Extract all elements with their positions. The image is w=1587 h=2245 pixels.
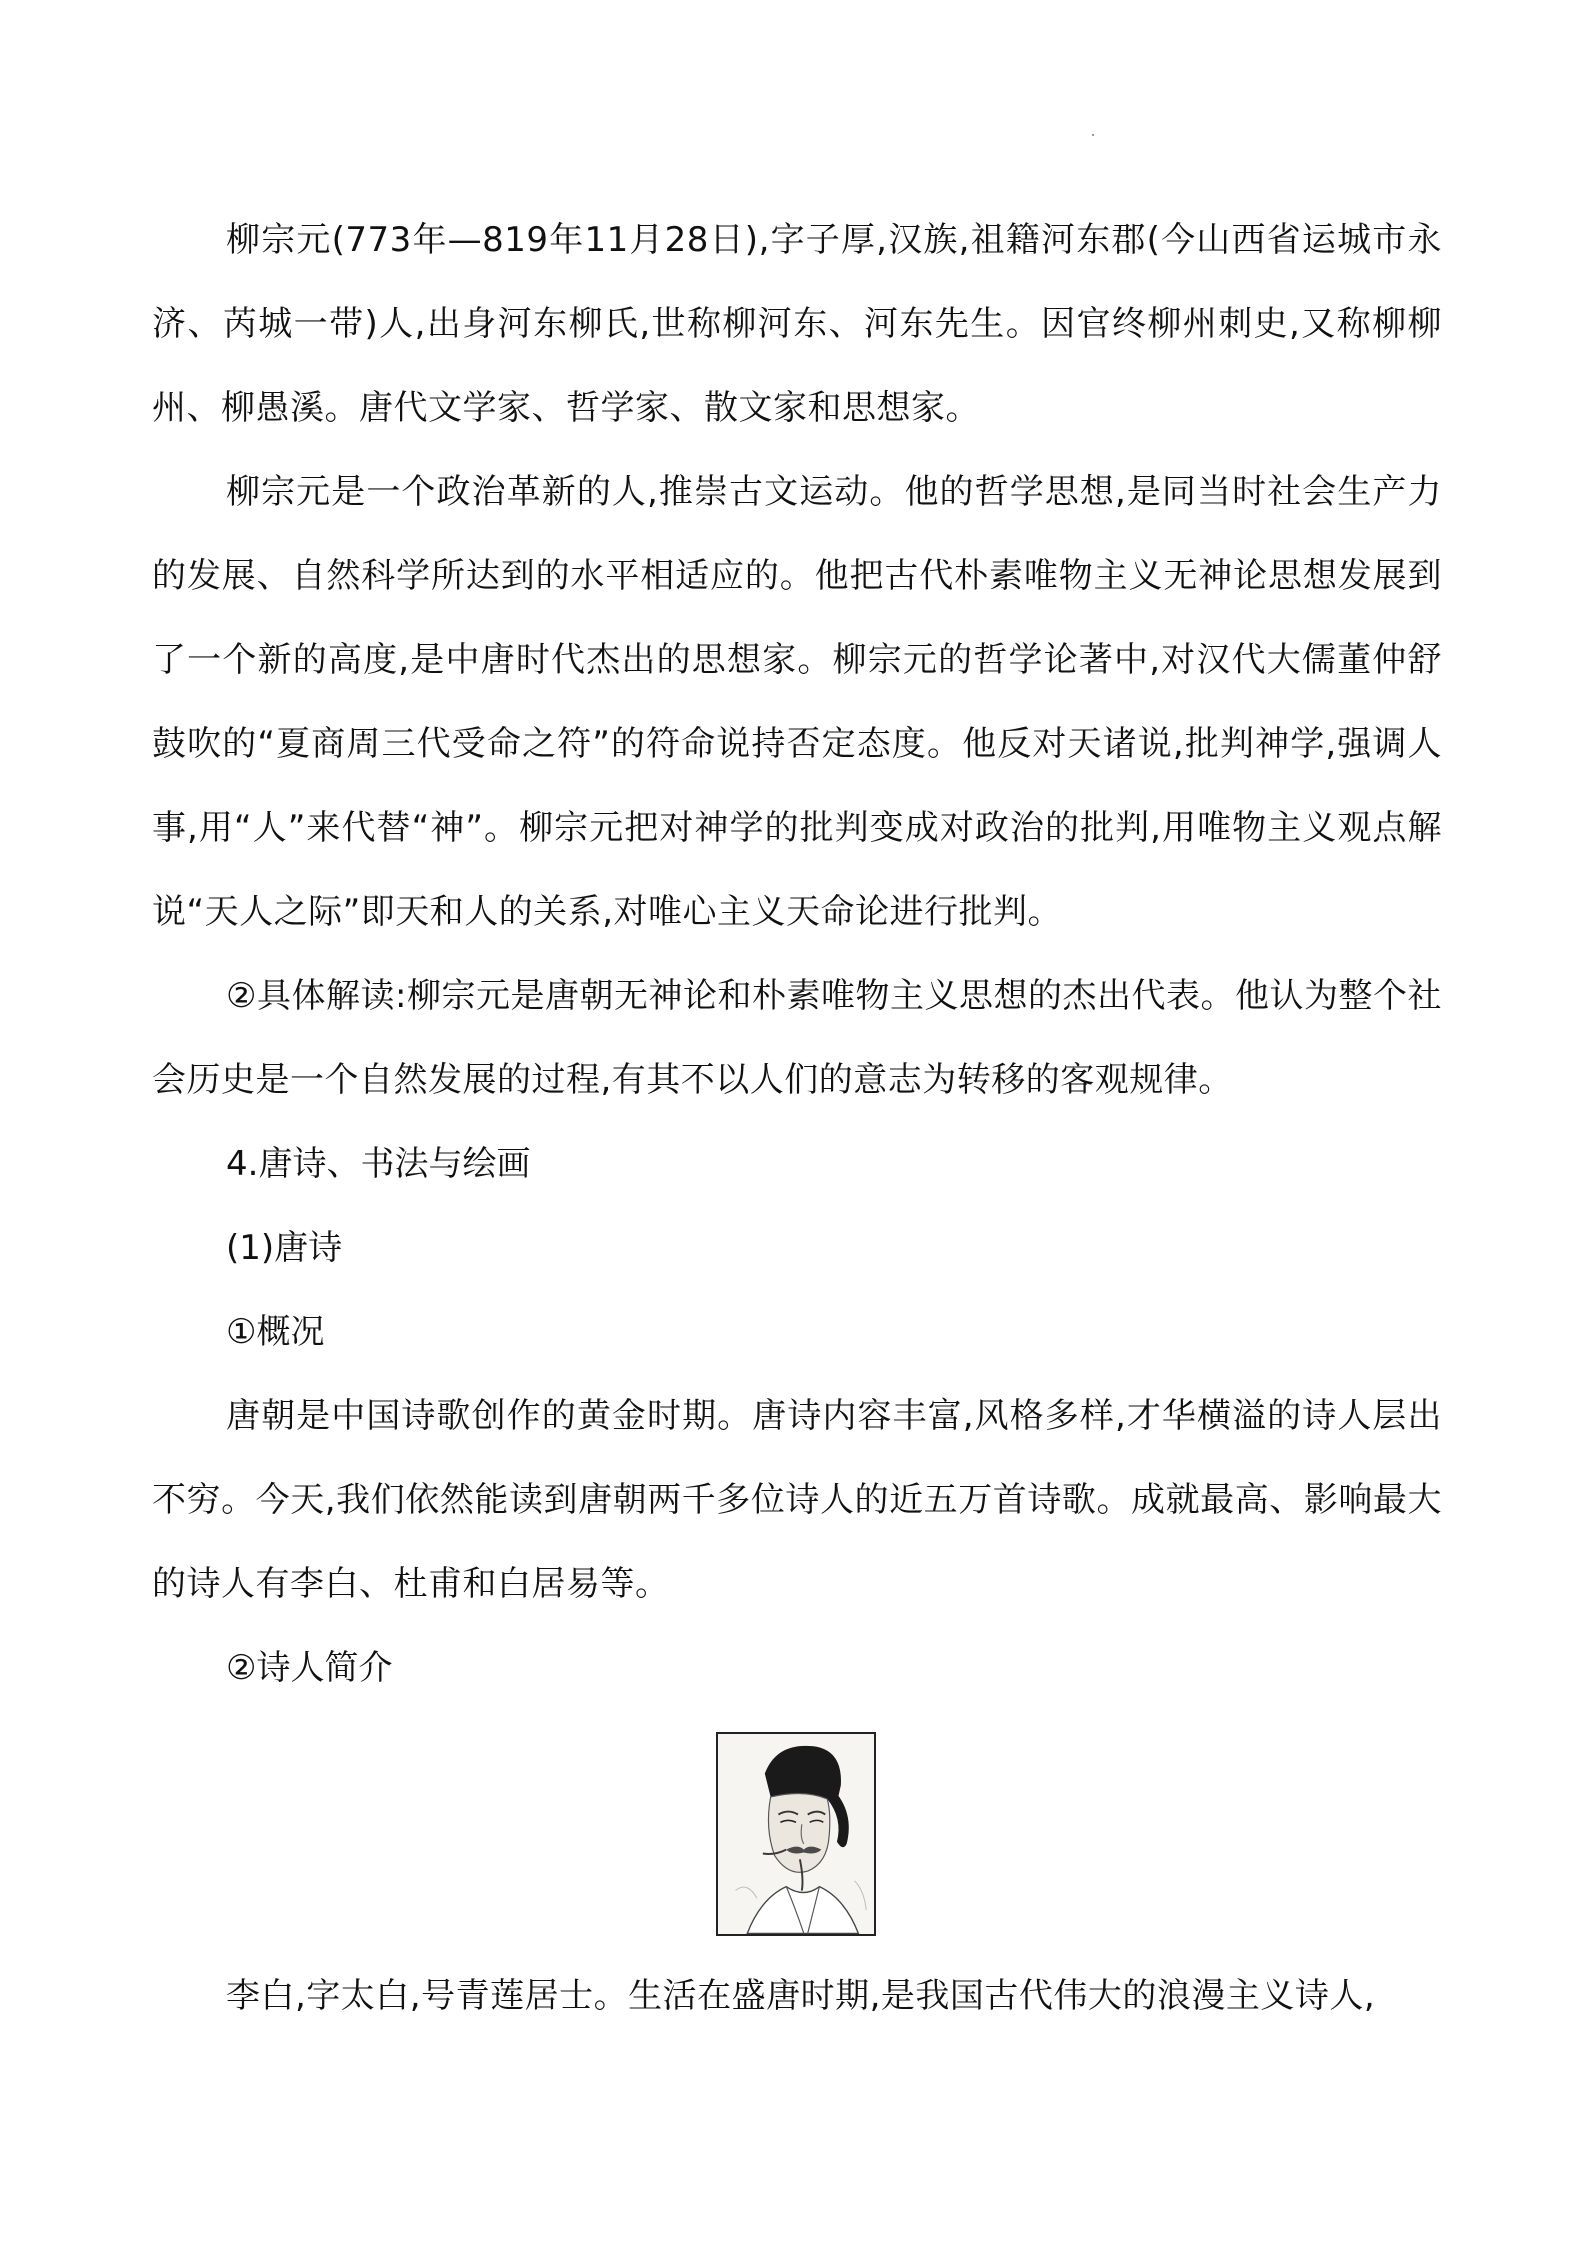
portrait-container <box>150 1710 1442 1954</box>
section-heading: 4.唐诗、书法与绘画 <box>226 1144 531 1184</box>
li-bai-portrait-icon <box>718 1734 874 1934</box>
scan-speck <box>1092 134 1094 136</box>
paragraph-tang-poetry-overview: 唐朝是中国诗歌创作的黄金时期。唐诗内容丰富,风格多样,才华横溢的诗人层出不穷。今天,我们依然能读到唐朝两千多位诗人的近五万首诗歌。成就最高、影响最大的诗人有李白、杜甫和白居易等。 <box>152 1396 1442 1604</box>
subsection-heading: (1)唐诗 <box>226 1228 343 1268</box>
paragraph-liu-zongyuan-philosophy: 柳宗元是一个政治革新的人,推崇古文运动。他的哲学思想,是同当时社会生产力的发展、自然科学所达到的水平相适应的。他把古代朴素唯物主义无神论思想发展到了一个新的高度,是中唐时代杰出的思想家。柳宗元的哲学论著中,对汉代大儒董仲舒鼓吹的“夏商周三代受命之符”的符命说持否定态度。他反对天诸说,批判神学,强调人事,用“人”来代替“神”。柳宗元把对神学的批判变成对政治的批判,用唯物主义观点解说“天人之际”即天和人的关系,对唯心主义天命论进行批判。 <box>152 472 1442 932</box>
overview-heading: ①概况 <box>226 1312 325 1352</box>
paragraph-interpretation: ②具体解读:柳宗元是唐朝无神论和朴素唯物主义思想的杰出代表。他认为整个社会历史是一个自然发展的过程,有其不以人们的意志为转移的客观规律。 <box>152 976 1442 1100</box>
li-bai-portrait-image <box>716 1732 876 1936</box>
poets-heading: ②诗人简介 <box>226 1648 393 1688</box>
paragraph-li-bai-intro: 李白,字太白,号青莲居士。生活在盛唐时期,是我国古代伟大的浪漫主义诗人, <box>226 1976 1376 2016</box>
paragraph-liu-zongyuan-bio: 柳宗元(773年—819年11月28日),字子厚,汉族,祖籍河东郡(今山西省运城市永济、芮城一带)人,出身河东柳氏,世称柳河东、河东先生。因官终柳州刺史,又称柳柳州、柳愚溪。唐代文学家、哲学家、散文家和思想家。 <box>152 220 1442 428</box>
document-body <box>152 198 1442 2038</box>
